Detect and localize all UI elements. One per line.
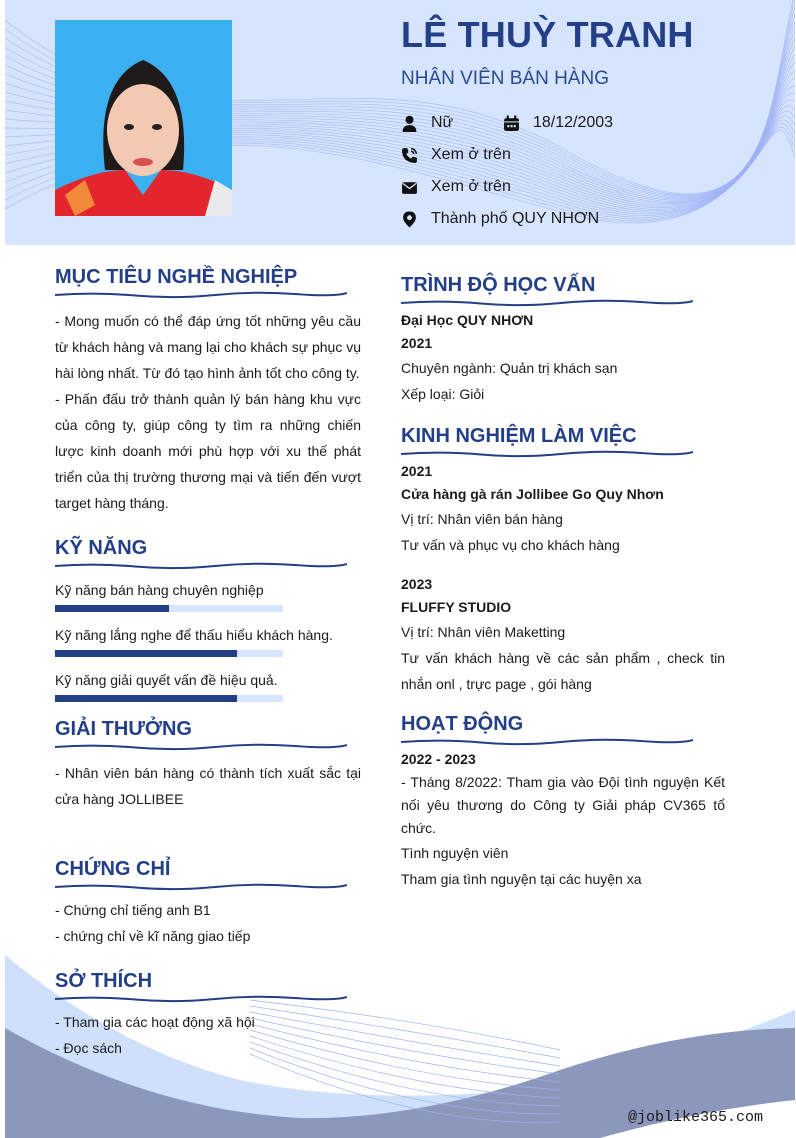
gender-row (400, 112, 453, 134)
experience-section (401, 423, 725, 697)
certificates-title: CHỨNG CHỈ (55, 858, 171, 880)
hobbies-title: SỞ THÍCH (55, 970, 153, 992)
education-title: TRÌNH ĐỘ HỌC VẤN (401, 274, 596, 296)
education-year: 2021 (401, 335, 433, 351)
experience-title: KINH NGHIỆM LÀM VIỆC (401, 425, 637, 447)
activities-period: 2022 - 2023 (401, 751, 476, 767)
skill-item (55, 671, 361, 702)
section-underline (55, 562, 347, 570)
objective-title: MỤC TIÊU NGHỀ NGHIỆP (55, 266, 298, 288)
skills-section (55, 535, 361, 702)
phone-value: Xem ở trên (431, 146, 511, 163)
gender-value: Nữ (431, 114, 454, 131)
skill-progress-fill (55, 650, 237, 657)
section-underline (55, 743, 347, 751)
awards-section (55, 716, 361, 812)
objective-paragraph-2: - Phấn đấu trở thành quản lý bán hàng khu vực của công ty, giúp công ty tìm ra những chiến lược kinh doanh mới phù hợp với xu thế phát triển của thị trường thương mại và tiến đến vượt target hàng tháng. (55, 391, 361, 511)
section-underline (55, 995, 347, 1003)
objective-section (55, 264, 361, 516)
calendar-icon (502, 114, 520, 132)
birthdate-value: 18/12/2003 (533, 114, 614, 131)
education-rank: Xếp loại: Giỏi (401, 386, 485, 402)
education-section (401, 272, 725, 407)
candidate-name: LÊ THUỲ TRANH (401, 14, 694, 55)
skill-label: Kỹ năng lắng nghe để thấu hiểu khách hàng. (55, 627, 333, 643)
awards-title: GIẢI THƯỞNG (55, 718, 192, 740)
experience-description: Tư vấn khách hàng về các sản phẩm , check tin nhắn onl , trực page , gói hàng (401, 650, 725, 692)
skill-progress-bar (55, 695, 283, 702)
skill-progress-fill (55, 605, 169, 612)
activities-role: Tình nguyện viên (401, 845, 509, 861)
skill-progress-fill (55, 695, 237, 702)
phone-icon (400, 146, 418, 164)
section-underline (401, 299, 693, 307)
experience-position: Vị trí: Nhân viên Maketting (401, 624, 566, 640)
location-pin-icon (400, 210, 418, 228)
section-underline (401, 738, 693, 746)
section-underline (401, 450, 693, 458)
address-value: Thành phố QUY NHƠN (431, 210, 600, 227)
skill-progress-bar (55, 605, 283, 612)
experience-description: Tư vấn và phục vụ cho khách hàng (401, 537, 620, 553)
hobbies-section (55, 968, 361, 1061)
skills-title: KỸ NĂNG (55, 537, 148, 559)
certificates-section (55, 856, 361, 949)
skill-label: Kỹ năng giải quyết vấn đề hiệu quả. (55, 672, 278, 688)
education-school: Đại Học QUY NHƠN (401, 312, 534, 328)
experience-position: Vị trí: Nhân viên bán hàng (401, 511, 563, 527)
hobby-item: - Tham gia các hoạt động xã hội (55, 1014, 255, 1030)
experience-year: 2021 (401, 463, 433, 479)
certificate-item: - Chứng chỉ tiếng anh B1 (55, 902, 211, 918)
objective-paragraph-1: - Mong muốn có thể đáp ứng tốt những yêu cầu từ khách hàng và mang lại cho khách sự phục vụ hài lòng nhất. Từ đó tạo hình ảnh tốt cho công ty. (55, 313, 361, 381)
watermark-link[interactable]: @joblike365.com (628, 1109, 764, 1126)
skill-item (55, 626, 361, 657)
skill-progress-bar (55, 650, 283, 657)
right-column (401, 272, 725, 892)
user-icon (400, 114, 418, 132)
certificate-item: - chứng chỉ về kĩ năng giao tiếp (55, 928, 251, 944)
experience-year: 2023 (401, 576, 433, 592)
profile-photo (55, 20, 232, 216)
email-row (400, 176, 511, 198)
experience-company: FLUFFY STUDIO (401, 599, 512, 615)
activities-description: - Tháng 8/2022: Tham gia vào Đội tình nguyện Kết nối yêu thương do Công ty Giải pháp CV365 tổ chức. (401, 774, 725, 836)
activities-section (401, 711, 725, 892)
address-row (400, 208, 599, 230)
phone-row (400, 144, 511, 166)
section-underline (55, 883, 347, 891)
left-column (55, 264, 361, 1061)
email-value: Xem ở trên (431, 178, 511, 195)
awards-text: - Nhân viên bán hàng có thành tích xuất sắc tại cửa hàng JOLLIBEE (55, 765, 361, 807)
section-underline (55, 291, 347, 299)
birthdate-row (502, 112, 613, 134)
hobby-item: - Đọc sách (55, 1040, 122, 1056)
education-major: Chuyên ngành: Quản trị khách sạn (401, 360, 618, 376)
experience-company: Cửa hàng gà rán Jollibee Go Quy Nhơn (401, 486, 664, 502)
experience-item (401, 573, 725, 697)
activities-detail: Tham gia tình nguyện tại các huyện xa (401, 871, 642, 887)
activities-title: HOẠT ĐỘNG (401, 713, 524, 735)
envelope-icon (400, 178, 418, 196)
experience-item (401, 460, 725, 558)
portrait-photo-icon (55, 20, 232, 216)
skill-item (55, 581, 361, 612)
candidate-role: NHÂN VIÊN BÁN HÀNG (401, 68, 609, 89)
skill-label: Kỹ năng bán hàng chuyên nghiệp (55, 582, 264, 598)
